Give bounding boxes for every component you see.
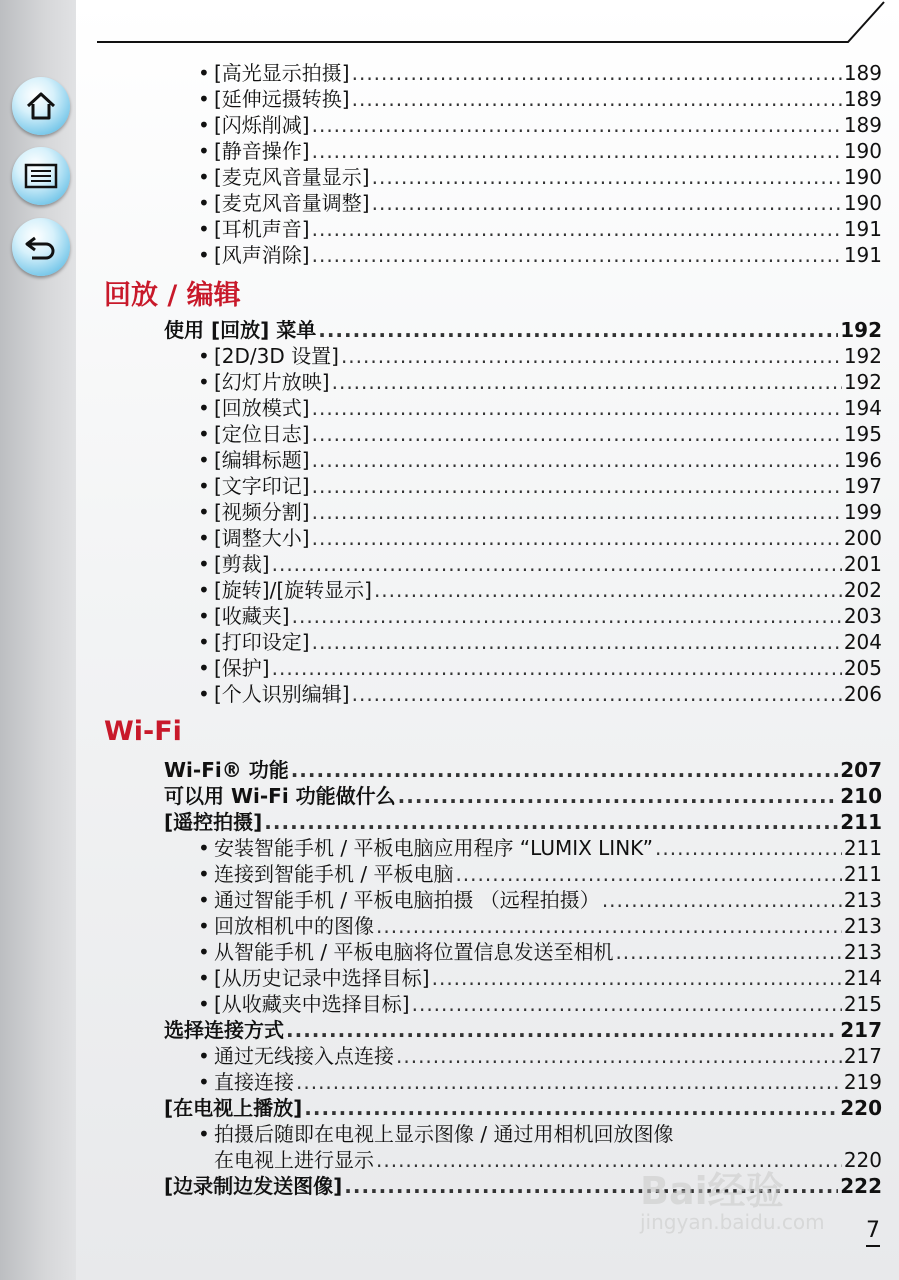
toc-entry[interactable]: • 通过无线接入点连接 ..... 217 xyxy=(198,1044,882,1068)
entry-label: [耳机声音] xyxy=(214,217,310,241)
back-button[interactable] xyxy=(12,218,70,276)
entry-label: [2D/3D 设置] xyxy=(214,344,339,368)
page-ref: 210 xyxy=(840,784,882,808)
toc-entry[interactable]: • 直接连接 ..... 219 xyxy=(198,1070,882,1094)
leader-dots xyxy=(432,966,842,990)
toc-entry[interactable]: • [文字印记] ..... 197 xyxy=(198,474,882,498)
page-ref: 190 xyxy=(843,191,882,215)
page-ref: 196 xyxy=(843,448,882,472)
watermark-logo-text: Bai经验 xyxy=(640,1169,784,1213)
entry-label: [视频分割] xyxy=(214,500,310,524)
page-ref: 217 xyxy=(840,1018,882,1042)
entry-label: [闪烁削减] xyxy=(214,113,310,137)
toc-entry[interactable]: • [高光显示拍摄] ..... 189 xyxy=(198,61,882,85)
leader-dots xyxy=(352,61,842,85)
entry-label: [旋转]/[旋转显示] xyxy=(214,578,372,602)
page-ref: 211 xyxy=(843,836,882,860)
leader-dots xyxy=(332,370,842,394)
entry-label: [延伸远摄转换] xyxy=(214,87,350,111)
leader-dots xyxy=(312,500,842,524)
toc-entry[interactable]: • [定位日志] ..... 195 xyxy=(198,422,882,446)
page-ref: 192 xyxy=(843,344,882,368)
page-ref: 189 xyxy=(843,113,882,137)
page-ref: 215 xyxy=(843,992,882,1016)
entry-label: [剪裁] xyxy=(214,552,270,576)
section-heading-playback: 回放 / 编辑 xyxy=(104,280,241,311)
page-ref: 205 xyxy=(843,656,882,680)
entry-label: [保护] xyxy=(214,656,270,680)
entry-label: 直接连接 xyxy=(214,1070,294,1094)
leader-dots xyxy=(272,656,842,680)
leader-dots xyxy=(352,87,842,111)
entry-label: [定位日志] xyxy=(214,422,310,446)
leader-dots xyxy=(455,862,841,886)
page-ref: 191 xyxy=(843,243,882,267)
leader-dots xyxy=(312,448,842,472)
toc-entry[interactable]: • [视频分割] ..... 199 xyxy=(198,500,882,524)
entry-label: 通过智能手机 / 平板电脑拍摄 （远程拍摄） xyxy=(214,888,600,912)
page-ref: 195 xyxy=(843,422,882,446)
watermark xyxy=(640,1160,860,1240)
entry-label: [文字印记] xyxy=(214,474,310,498)
toc-entry[interactable]: • 连接到智能手机 / 平板电脑 ..... 211 xyxy=(198,862,882,886)
entry-label: 拍摄后随即在电视上显示图像 / 通过用相机回放图像 xyxy=(214,1122,674,1146)
page-ref: 213 xyxy=(843,914,882,938)
entry-label: [收藏夹] xyxy=(214,604,290,628)
entry-label: [个人识别编辑] xyxy=(214,682,350,706)
leader-dots xyxy=(374,578,842,602)
entry-label: [高光显示拍摄] xyxy=(214,61,350,85)
entry-label: 连接到智能手机 / 平板电脑 xyxy=(214,862,454,886)
page-ref: 214 xyxy=(843,966,882,990)
entry-label: [麦克风音量显示] xyxy=(214,165,370,189)
entry-label: 使用 [回放] 菜单 xyxy=(164,318,317,342)
leader-dots xyxy=(312,217,842,241)
page-ref: 206 xyxy=(843,682,882,706)
toc-entry[interactable]: • 回放相机中的图像 ..... 213 xyxy=(198,914,882,938)
entry-label: 在电视上进行显示 xyxy=(214,1148,374,1172)
entry-label: [边录制边发送图像] xyxy=(164,1174,343,1198)
leader-dots xyxy=(372,191,842,215)
toc-entry[interactable]: • [编辑标题] ..... 196 xyxy=(198,448,882,472)
page-ref: 192 xyxy=(840,318,882,342)
toc-entry[interactable]: • [收藏夹] ..... 203 xyxy=(198,604,882,628)
toc-entry[interactable]: • 通过智能手机 / 平板电脑拍摄 （远程拍摄） ..... 213 xyxy=(198,888,882,912)
toc-entry[interactable]: • [保护] ..... 205 xyxy=(198,656,882,680)
section-heading-wifi: Wi-Fi xyxy=(104,716,182,747)
leader-dots xyxy=(312,526,842,550)
page-ref: 191 xyxy=(843,217,882,241)
toc-entry[interactable]: • [从历史记录中选择目标] ..... 214 xyxy=(198,966,882,990)
page-ref: 192 xyxy=(843,370,882,394)
home-button[interactable] xyxy=(12,77,70,135)
page-ref: 217 xyxy=(843,1044,882,1068)
toc-entry[interactable]: • [打印设定] ..... 204 xyxy=(198,630,882,654)
home-icon xyxy=(24,89,58,123)
toc-entry[interactable]: • 从智能手机 / 平板电脑将位置信息发送至相机 ..... 213 xyxy=(198,940,882,964)
entry-label: [幻灯片放映] xyxy=(214,370,330,394)
toc-entry[interactable]: • [幻灯片放映] ..... 192 xyxy=(198,370,882,394)
leader-dots xyxy=(312,139,842,163)
toc-main-entry[interactable] xyxy=(164,1018,882,1042)
entry-label: [从收藏夹中选择目标] xyxy=(214,992,410,1016)
leader-dots xyxy=(286,1018,838,1042)
toc-entry[interactable]: • [耳机声音] ..... 191 xyxy=(198,217,882,241)
entry-label: [编辑标题] xyxy=(214,448,310,472)
leader-dots xyxy=(291,758,839,782)
watermark-url: jingyan.baidu.com xyxy=(640,1210,825,1234)
leader-dots xyxy=(341,344,842,368)
toc-main-entry[interactable] xyxy=(164,318,882,342)
page-ref: 213 xyxy=(843,888,882,912)
leader-dots xyxy=(312,422,842,446)
leader-dots xyxy=(412,992,842,1016)
leader-dots xyxy=(372,165,842,189)
leader-dots xyxy=(312,243,842,267)
entry-label: [从历史记录中选择目标] xyxy=(214,966,430,990)
leader-dots xyxy=(272,552,842,576)
return-arrow-icon xyxy=(23,232,59,262)
page-ref: 211 xyxy=(840,810,882,834)
leader-dots xyxy=(312,396,842,420)
toc-entry[interactable]: • [个人识别编辑] ..... 206 xyxy=(198,682,882,706)
toc-entry[interactable]: • [从收藏夹中选择目标] ..... 215 xyxy=(198,992,882,1016)
toc-entry[interactable]: • [闪烁削减] ..... 189 xyxy=(198,113,882,137)
leader-dots xyxy=(312,113,842,137)
toc-entry-firstline[interactable]: • 拍摄后随即在电视上显示图像 / 通过用相机回放图像 xyxy=(198,1122,674,1146)
entry-label: 从智能手机 / 平板电脑将位置信息发送至相机 xyxy=(214,940,614,964)
leader-dots xyxy=(296,1070,842,1094)
leader-dots xyxy=(312,630,842,654)
leader-dots xyxy=(398,784,839,808)
toc-main-entry[interactable] xyxy=(164,784,882,808)
page-number: 7 xyxy=(866,1218,880,1247)
page-ref: 220 xyxy=(840,1096,882,1120)
toc-entry[interactable]: • 安装智能手机 / 平板电脑应用程序 “LUMIX LINK” ..... 211 xyxy=(198,836,882,860)
leader-dots xyxy=(352,682,842,706)
table-of-contents-icon xyxy=(23,161,59,191)
toc-entry[interactable]: • [调整大小] ..... 200 xyxy=(198,526,882,550)
toc-entry[interactable]: • [麦克风音量调整] ..... 190 xyxy=(198,191,882,215)
page-ref: 199 xyxy=(843,500,882,524)
toc-main-entry[interactable] xyxy=(164,758,882,782)
toc-entry[interactable]: • [2D/3D 设置] ..... 192 xyxy=(198,344,882,368)
leader-dots xyxy=(376,914,842,938)
toc-main-entry[interactable] xyxy=(164,1096,882,1120)
page-ref: 219 xyxy=(843,1070,882,1094)
entry-label: [遥控拍摄] xyxy=(164,810,263,834)
leader-dots xyxy=(292,604,842,628)
header-rule xyxy=(0,0,899,50)
entry-label: [打印设定] xyxy=(214,630,310,654)
entry-label: 可以用 Wi-Fi 功能做什么 xyxy=(164,784,396,808)
entry-label: [调整大小] xyxy=(214,526,310,550)
page-ref: 194 xyxy=(843,396,882,420)
page-ref: 190 xyxy=(843,165,882,189)
leader-dots xyxy=(602,888,842,912)
leader-dots xyxy=(396,1044,842,1068)
toc-main-entry[interactable] xyxy=(164,810,882,834)
entry-label: 安装智能手机 / 平板电脑应用程序 “LUMIX LINK” xyxy=(214,836,654,860)
page-ref: 189 xyxy=(843,87,882,111)
entry-label: Wi-Fi® 功能 xyxy=(164,758,289,782)
entry-label: [回放模式] xyxy=(214,396,310,420)
page-ref: 201 xyxy=(843,552,882,576)
page-ref: 207 xyxy=(840,758,882,782)
page-ref: 222 xyxy=(840,1174,882,1198)
page-ref: 190 xyxy=(843,139,882,163)
entry-label: [风声消除] xyxy=(214,243,310,267)
page-ref: 211 xyxy=(843,862,882,886)
toc-entry[interactable]: • [风声消除] ..... 191 xyxy=(198,243,882,267)
toc-entry[interactable]: • [延伸远摄转换] ..... 189 xyxy=(198,87,882,111)
entry-label: 选择连接方式 xyxy=(164,1018,284,1042)
page-ref: 200 xyxy=(843,526,882,550)
leader-dots xyxy=(318,318,838,342)
entry-label: [在电视上播放] xyxy=(164,1096,303,1120)
leader-dots xyxy=(615,940,841,964)
toc-entry[interactable]: • [麦克风音量显示] ..... 190 xyxy=(198,165,882,189)
leader-dots xyxy=(655,836,842,860)
page-ref: 189 xyxy=(843,61,882,85)
page-ref: 203 xyxy=(843,604,882,628)
page-ref: 220 xyxy=(843,1148,882,1172)
toc-entry[interactable]: • [回放模式] ..... 194 xyxy=(198,396,882,420)
entry-label: [静音操作] xyxy=(214,139,310,163)
page-ref: 204 xyxy=(843,630,882,654)
toc-entry[interactable]: • [静音操作] ..... 190 xyxy=(198,139,882,163)
leader-dots xyxy=(264,810,838,834)
toc-entry[interactable]: • [剪裁] ..... 201 xyxy=(198,552,882,576)
contents-button[interactable] xyxy=(12,147,70,205)
entry-label: 通过无线接入点连接 xyxy=(214,1044,394,1068)
leader-dots xyxy=(304,1096,838,1120)
entry-label: 回放相机中的图像 xyxy=(214,914,374,938)
toc-entry[interactable]: • [旋转]/[旋转显示] ..... 202 xyxy=(198,578,882,602)
entry-label: [麦克风音量调整] xyxy=(214,191,370,215)
leader-dots xyxy=(312,474,842,498)
page-ref: 213 xyxy=(843,940,882,964)
page-ref: 202 xyxy=(843,578,882,602)
page-ref: 197 xyxy=(843,474,882,498)
